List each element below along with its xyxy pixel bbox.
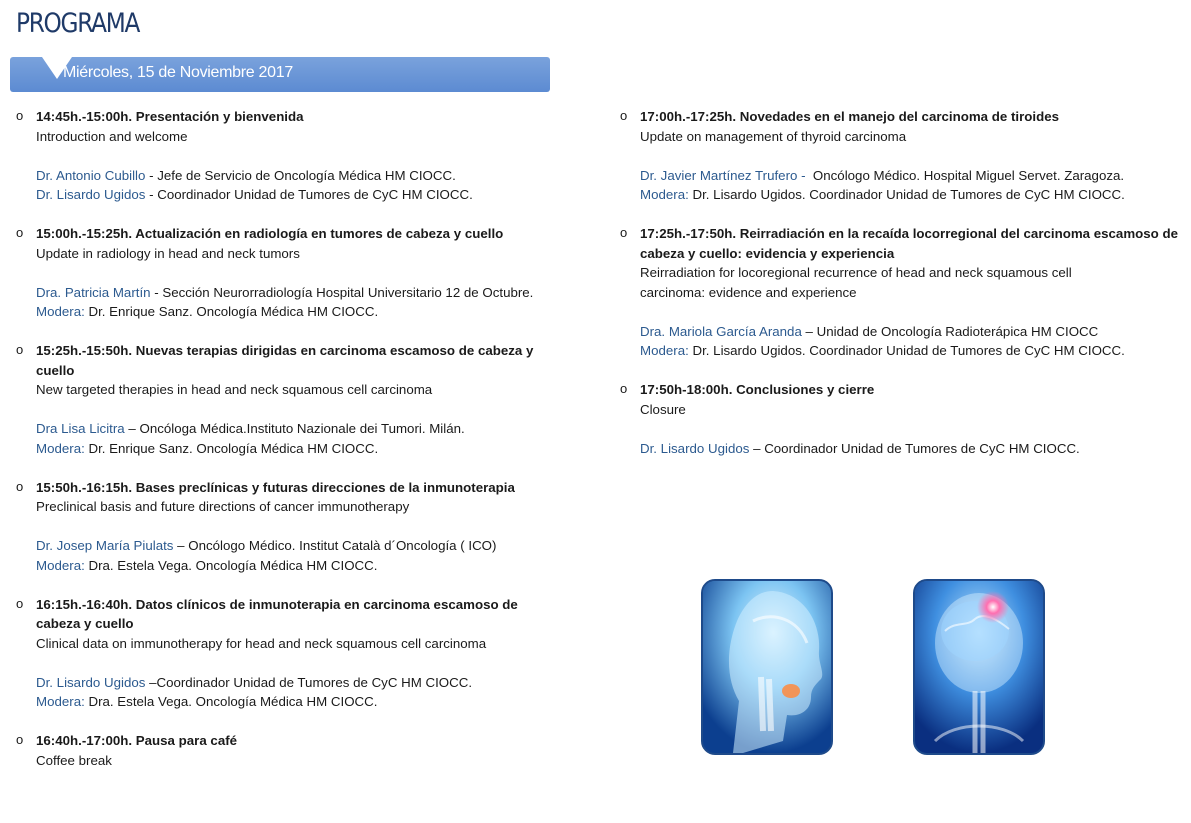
bullet-icon: o xyxy=(16,478,24,494)
bullet-icon: o xyxy=(16,225,24,240)
speaker-name: Modera: xyxy=(36,694,85,709)
session-item xyxy=(16,107,556,224)
speaker-separator: – xyxy=(801,323,817,339)
speaker-role: Oncólogo Médico. Hospital Miguel Servet. Zaragoza. xyxy=(812,167,1125,183)
speaker-line xyxy=(36,692,556,712)
session-title: 17:25h.-17:50h. Reirradiación en la recaída locorregional del carcinoma escamoso de cabeza y cuello: evidencia y experiencia xyxy=(640,226,1179,261)
speaker-name: Dr. Lisardo Ugidos xyxy=(36,674,146,690)
session-subtitle: Preclinical basis and future directions of cancer immunotherapy xyxy=(36,499,410,514)
bullet-icon: o xyxy=(16,108,24,123)
session-title: 15:50h.-16:15h. Bases preclínicas y futuras direcciones de la inmunoterapia xyxy=(36,479,515,495)
speaker-line xyxy=(640,341,1188,361)
speaker-line xyxy=(640,322,1188,342)
session-subtitle: Introduction and welcome xyxy=(36,128,188,144)
speaker-role: Dr. Lisardo Ugidos. Coordinador Unidad de Tumores de CyC HM CIOCC. xyxy=(692,343,1125,358)
speaker-role: Coordinador Unidad de Tumores de CyC HM CIOCC. xyxy=(156,674,473,690)
speaker-line xyxy=(36,166,556,186)
speaker-role: Coordinador Unidad de Tumores de CyC HM CIOCC. xyxy=(157,187,473,202)
session-title: 14:45h.-15:00h. Presentación y bienvenida xyxy=(36,109,304,124)
bullet-icon: o xyxy=(16,595,24,611)
speaker-name: Modera: xyxy=(36,440,85,456)
session-item xyxy=(16,341,556,478)
speaker-separator: – xyxy=(124,421,140,436)
session-item xyxy=(620,107,1190,224)
session-title: 15:25h.-15:50h. Nuevas terapias dirigidas en carcinoma escamoso de cabeza y cuello xyxy=(36,343,534,378)
speaker-line xyxy=(36,302,556,322)
session-title: 16:40h.-17:00h. Pausa para café xyxy=(36,733,238,748)
session-item xyxy=(620,380,1190,478)
bullet-icon: o xyxy=(620,108,628,123)
speaker-separator: – xyxy=(145,674,157,690)
session-title: 15:00h.-15:25h. Actualización en radiología en tumores de cabeza y cuello xyxy=(36,226,504,241)
speaker-line xyxy=(36,439,556,459)
speaker-name: Dr. Lisardo Ugidos xyxy=(640,440,750,456)
session-subtitle: Update in radiology in head and neck tumors xyxy=(36,245,300,261)
page-title: PROGRAMA xyxy=(16,8,140,39)
speaker-role: Oncóloga Médica.Instituto Nazionale dei Tumori. Milán. xyxy=(139,421,465,436)
speaker-name: Modera: xyxy=(640,343,689,358)
session-item xyxy=(16,224,556,341)
speaker-name: Dra. Patricia Martín xyxy=(36,284,151,300)
speaker-name: Dra. Mariola García Aranda xyxy=(640,323,802,339)
session-title: 16:15h.-16:40h. Datos clínicos de inmunoterapia en carcinoma escamoso de cabeza y cuello xyxy=(36,596,518,631)
bullet-icon: o xyxy=(16,732,24,747)
speaker-role: Unidad de Oncología Radioterápica HM CIOCC xyxy=(816,323,1099,339)
speaker-name: Dr. Lisardo Ugidos xyxy=(36,187,146,202)
speaker-role: Jefe de Servicio de Oncología Médica HM CIOCC. xyxy=(157,167,456,183)
head-neck-xray-image xyxy=(701,579,833,755)
speaker-role: Dr. Lisardo Ugidos. Coordinador Unidad de Tumores de CyC HM CIOCC. xyxy=(692,187,1125,202)
program-date: Miércoles, 15 de Noviembre 2017 xyxy=(63,64,293,81)
speaker-name: Modera: xyxy=(36,304,85,319)
speaker-line xyxy=(640,166,1188,186)
speaker-name: Modera: xyxy=(640,187,689,202)
session-item xyxy=(16,731,556,790)
speaker-line xyxy=(36,536,556,556)
session-item xyxy=(16,478,556,595)
speaker-separator: - xyxy=(145,187,158,202)
brain-xray-image xyxy=(913,579,1045,755)
speaker-role: Dra. Estela Vega. Oncología Médica HM CIOCC. xyxy=(88,557,378,573)
session-subtitle: New targeted therapies in head and neck squamous cell carcinoma xyxy=(36,382,433,397)
speaker-separator: - xyxy=(145,167,158,183)
speaker-name: Dra Lisa Licitra xyxy=(36,421,125,436)
brain-xray-icon xyxy=(915,581,1043,753)
session-title: 17:00h.-17:25h. Novedades en el manejo del carcinoma de tiroides xyxy=(640,109,1060,124)
session-subtitle: Closure xyxy=(640,401,686,417)
speaker-role: Dra. Estela Vega. Oncología Médica HM CIOCC. xyxy=(88,694,378,709)
speaker-separator: - xyxy=(150,284,163,300)
speaker-separator xyxy=(806,168,813,183)
speaker-line xyxy=(640,185,1188,205)
speaker-role: Dr. Enrique Sanz. Oncología Médica HM CIOCC. xyxy=(88,440,379,456)
bullet-icon: o xyxy=(620,225,628,240)
session-subtitle: Update on management of thyroid carcinoma xyxy=(640,128,907,144)
speaker-role: Oncólogo Médico. Institut Català d´Oncología ( ICO) xyxy=(188,538,497,553)
speaker-line xyxy=(36,673,556,693)
speaker-line xyxy=(36,185,556,205)
speaker-name: Dr. Antonio Cubillo xyxy=(36,167,146,183)
speaker-line xyxy=(36,283,556,303)
speaker-line xyxy=(36,556,556,576)
session-subtitle: Reirradiation for locoregional recurrence of head and neck squamous cell carcinoma: evidence and experience xyxy=(640,265,1072,300)
speaker-role: Sección Neurorradiología Hospital Universitario 12 de Octubre. xyxy=(162,284,534,300)
speaker-separator: – xyxy=(749,440,765,456)
speaker-line xyxy=(640,439,1188,459)
speaker-role: Coordinador Unidad de Tumores de CyC HM CIOCC. xyxy=(764,440,1080,456)
session-item xyxy=(620,224,1190,380)
speaker-line xyxy=(36,419,556,439)
bullet-icon: o xyxy=(16,342,24,357)
head-neck-xray-icon xyxy=(703,581,831,753)
speaker-name: Dr. Javier Martínez Trufero - xyxy=(640,167,806,183)
program-column-left xyxy=(16,107,556,790)
speaker-name: Dr. Josep María Piulats xyxy=(36,538,174,553)
speaker-role: Dr. Enrique Sanz. Oncología Médica HM CIOCC. xyxy=(88,304,379,319)
session-subtitle: Coffee break xyxy=(36,752,112,768)
speaker-separator: – xyxy=(173,538,189,553)
session-title: 17:50h-18:00h. Conclusiones y cierre xyxy=(640,382,875,397)
session-item xyxy=(16,595,556,732)
session-subtitle: Clinical data on immunotherapy for head and neck squamous cell carcinoma xyxy=(36,635,487,651)
speaker-name: Modera: xyxy=(36,557,85,573)
program-column-right xyxy=(620,107,1190,478)
bullet-icon: o xyxy=(620,381,628,396)
